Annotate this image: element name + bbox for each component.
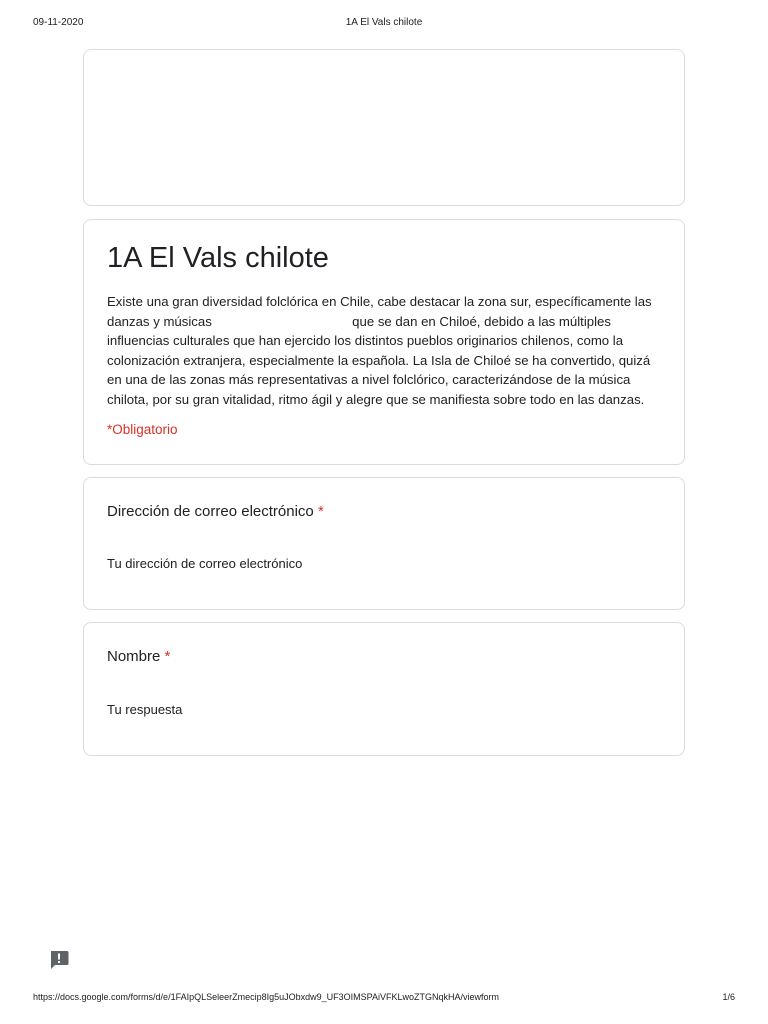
email-field[interactable]	[107, 556, 407, 571]
report-problem-icon	[48, 949, 70, 971]
header-banner-card	[83, 49, 685, 206]
page-url: https://docs.google.com/forms/d/e/1FAIpQLSeleerZmecip8Ig5uJObxdw9_UF3OIMSPAiVFKLwoZTGNqkHA/viewform	[33, 992, 500, 1002]
email-label-text: Dirección de correo electrónico	[107, 503, 314, 520]
form-description-part1: Existe una gran diversidad folclórica en Chile, cabe destacar la zona sur, específicamente las danzas y músicas	[107, 294, 652, 329]
form-description-part2: que se dan en Chiloé, debido a las múltiples influencias culturales que han ejercido los distintos pueblos originarios chilenos, como la colonización extranjera, especialmente la española. La Isla de Chiloé se ha convertido, quizá en una de las zonas más representativas a nivel folclórico, caracterizándose de la música chilota, por su gran vitalidad, ritmo ágil y alegre que se manifiesta sobre todo en las danzas.	[107, 313, 651, 407]
name-field[interactable]	[107, 702, 407, 717]
email-question-card	[83, 477, 685, 610]
name-question-label	[107, 648, 170, 665]
name-label-text: Nombre	[107, 648, 161, 665]
page-number: 1/6	[722, 992, 735, 1002]
print-header	[0, 17, 768, 33]
report-problem-button[interactable]	[48, 949, 70, 971]
print-footer	[0, 992, 768, 1006]
form-title: 1A El Vals chilote	[107, 242, 329, 274]
print-date: 09-11-2020	[33, 17, 84, 28]
required-note: *Obligatorio	[107, 422, 178, 437]
name-question-card	[83, 622, 685, 756]
required-asterisk: *	[164, 648, 171, 665]
print-title: 1A El Vals chilote	[345, 17, 423, 28]
required-asterisk: *	[317, 503, 324, 520]
email-question-label	[107, 503, 324, 520]
form-title-card	[83, 219, 685, 465]
form-description	[107, 292, 667, 410]
